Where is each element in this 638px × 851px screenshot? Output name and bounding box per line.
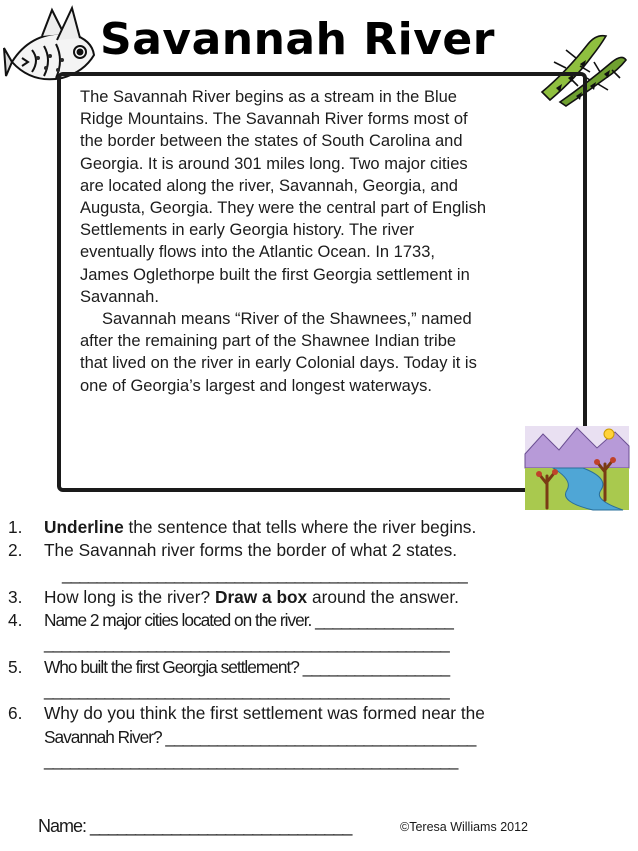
question-number: 1.	[8, 517, 23, 537]
question-number: 6.	[8, 703, 23, 724]
passage-line: that lived on the river in early Colonial days. Today it is	[80, 354, 477, 373]
question-2-text: The Savannah river forms the border of what 2 states.	[44, 540, 458, 561]
passage-line: after the remaining part of the Shawnee Indian tribe	[80, 332, 457, 351]
question-6-text: Why do you think the first settlement was formed near the	[44, 703, 485, 724]
passage-line: Ridge Mountains. The Savannah River forms most of	[80, 110, 468, 129]
passage-line: Settlements in early Georgia history. The river	[80, 221, 415, 240]
passage-line: are located along the river, Savannah, Georgia, and	[80, 176, 458, 195]
passage-line: James Oglethorpe built the first Georgia settlement in	[80, 265, 470, 284]
question-1-text: the sentence that tells where the river begins.	[123, 517, 477, 537]
question-4-text: Name 2 major cities located on the river. ________________	[44, 610, 453, 631]
answer-line-2[interactable]: _______________________________________________	[62, 563, 467, 584]
question-3-bold: Draw a box	[214, 586, 308, 607]
answer-line-4[interactable]: _______________________________________________	[44, 633, 449, 654]
name-field[interactable]: Name: _____________________________	[38, 816, 352, 836]
passage-line: the border between the states of South Carolina and	[80, 132, 463, 151]
passage-line: Augusta, Georgia. They were the central part of English	[80, 199, 487, 218]
question-1	[8, 516, 628, 539]
passage-line: The Savannah River begins as a stream in the Blue	[80, 88, 457, 106]
passage-line: Georgia. It is around 301 miles long. Two major cities	[80, 154, 468, 173]
question-1-bold: Underline	[44, 517, 124, 537]
question-3-text-end: around the answer.	[307, 586, 459, 607]
question-3-text: How long is the river?	[44, 586, 215, 607]
passage-line: one of Georgia’s largest and longest waterways.	[80, 376, 432, 395]
question-4	[8, 609, 628, 632]
question-3	[8, 586, 628, 609]
question-5	[8, 656, 628, 679]
question-list	[8, 516, 628, 772]
footer	[38, 816, 618, 837]
answer-line-6[interactable]: ________________________________________________	[44, 749, 458, 770]
question-number: 2.	[8, 540, 23, 561]
river-scene-icon	[523, 420, 633, 512]
passage-line: Savannah.	[80, 287, 159, 306]
question-2	[8, 539, 628, 562]
question-number: 4.	[8, 610, 23, 631]
question-number: 5.	[8, 656, 23, 677]
question-5-text: Who built the first Georgia settlement? _________________	[44, 656, 450, 677]
copyright: ©Teresa Williams 2012	[400, 820, 529, 834]
answer-line-5[interactable]: _______________________________________________	[44, 680, 449, 701]
question-6	[8, 702, 628, 725]
question-number: 3.	[8, 586, 23, 607]
passage-line: Savannah means “River of the Shawnees,” named	[102, 310, 472, 329]
page-title: Savannah River	[100, 14, 495, 65]
question-6-text-2[interactable]: Savannah River? ____________________________________	[44, 726, 476, 747]
passage-line: eventually flows into the Atlantic Ocean. In 1733,	[80, 243, 435, 262]
reading-passage	[80, 86, 550, 397]
